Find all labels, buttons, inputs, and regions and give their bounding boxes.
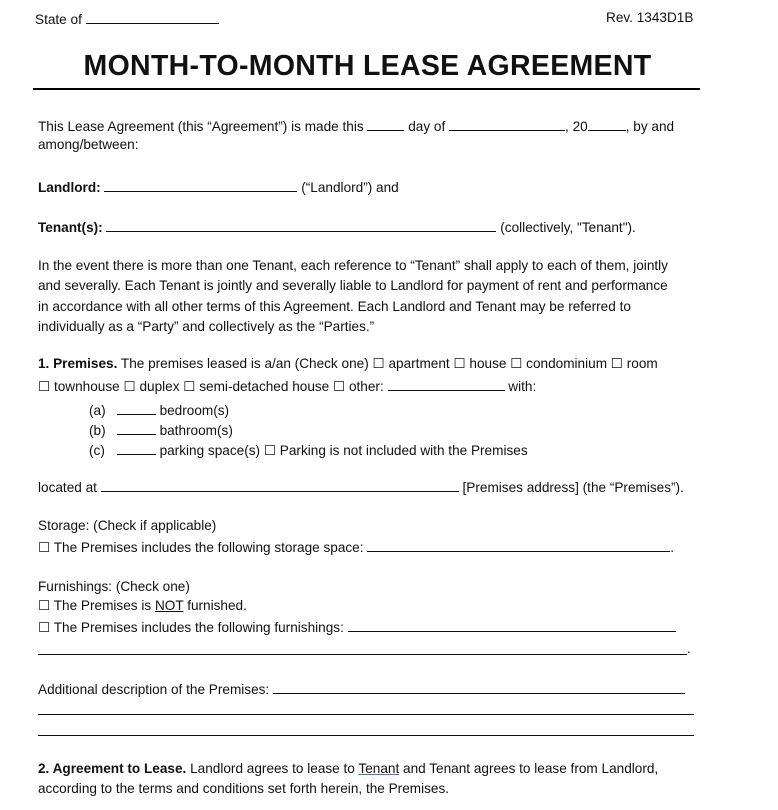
parking-blank[interactable] [117, 441, 156, 455]
additional-blank[interactable] [273, 680, 685, 694]
item-marker: (b) [89, 423, 106, 438]
storage-blank[interactable] [367, 538, 670, 552]
day-blank[interactable] [367, 117, 404, 131]
furnishings-option-1[interactable] [38, 598, 247, 614]
not-emphasis: NOT [154, 598, 184, 613]
additional-blank-line[interactable] [38, 735, 694, 736]
agreement-heading: 2. Agreement to Lease. [38, 761, 187, 776]
furnished-text: furnished. [187, 598, 247, 613]
intro-line-2: among/between: [38, 137, 139, 152]
item-text: bedroom(s) [159, 403, 230, 418]
premises-heading: 1. Premises. [38, 356, 118, 371]
address-suffix: [Premises address] (the “Premises”). [462, 480, 684, 495]
list-item [89, 441, 528, 459]
landlord-blank[interactable] [104, 178, 297, 192]
tenant-label: Tenant(s): [38, 220, 103, 235]
state-label: State of [35, 12, 82, 27]
premises-line-2 [38, 377, 536, 395]
additional-description [38, 680, 685, 697]
title-rule [33, 88, 700, 90]
address-field [38, 478, 684, 495]
intro-text-d: , by and [625, 119, 675, 134]
list-item [89, 401, 229, 418]
tenant-term: Tenant [358, 761, 400, 776]
not-furnished-checkbox[interactable]: ☐ The Premises is [38, 598, 152, 613]
item-text[interactable]: parking space(s) ☐ Parking is not included with the Premises [159, 443, 528, 458]
multi-tenant-line: In the event there is more than one Tenant, each reference to “Tenant” shall apply to each of them, jointly [38, 258, 668, 273]
state-field [35, 10, 219, 27]
revision-code: Rev. 1343D1B [606, 10, 694, 25]
intro-text-a: This Lease Agreement (this “Agreement”) is made this [38, 119, 364, 134]
multi-tenant-line: and severally. Each Tenant is jointly and severally liable to Landlord for payment of rent and performance [38, 278, 668, 293]
agreement-line-2: according to the terms and conditions set forth herein, the Premises. [38, 781, 450, 796]
storage-checkbox[interactable]: ☐ The Premises includes the following storage space: [38, 540, 364, 555]
other-type-blank[interactable] [388, 377, 505, 391]
state-blank[interactable] [86, 10, 219, 24]
address-blank[interactable] [101, 478, 459, 492]
item-marker: (a) [89, 403, 106, 418]
premises-line-1 [38, 356, 658, 372]
storage-period: . [670, 540, 675, 555]
landlord-suffix: (“Landlord”) and [301, 180, 399, 195]
agreement-text-b: and Tenant agrees to lease from Landlord, [403, 761, 659, 776]
landlord-field [38, 178, 399, 195]
storage-heading: Storage: (Check if applicable) [38, 518, 217, 533]
agreement-text-a: Landlord agrees to lease to [190, 761, 355, 776]
tenant-suffix: (collectively, "Tenant"). [500, 220, 636, 235]
item-marker: (c) [89, 443, 105, 458]
item-text: bathroom(s) [159, 423, 233, 438]
year-blank[interactable] [588, 117, 626, 131]
month-blank[interactable] [449, 117, 565, 131]
list-item [89, 421, 233, 438]
document-title: MONTH-TO-MONTH LEASE AGREEMENT [83, 50, 652, 82]
tenant-blank[interactable] [106, 218, 496, 232]
furnishings-option-2 [38, 618, 676, 636]
landlord-label: Landlord: [38, 180, 101, 195]
furnishings-blank-line[interactable] [38, 654, 687, 655]
bathrooms-blank[interactable] [117, 421, 156, 435]
storage-option [38, 538, 674, 556]
furnishings-blank[interactable] [348, 618, 676, 632]
located-at-label: located at [38, 480, 97, 495]
premises-type-options[interactable]: The premises leased is a/an (Check one) ☐ apartment ☐ house ☐ condominium ☐ room [120, 356, 658, 371]
additional-label: Additional description of the Premises: [38, 682, 270, 697]
intro-text-c: , 20 [565, 119, 588, 134]
intro-text-b: day of [408, 119, 446, 134]
furnishings-period: . [687, 641, 691, 656]
multi-tenant-line: individually as a “Party” and collectively as the “Parties.” [38, 319, 375, 334]
furnishings-heading: Furnishings: (Check one) [38, 579, 190, 594]
bedrooms-blank[interactable] [117, 401, 156, 415]
multi-tenant-line: in accordance with all other terms of this Agreement. Each Landlord and Tenant may be referred to [38, 299, 631, 314]
intro-line-1 [38, 117, 674, 134]
agreement-line-1 [38, 761, 658, 776]
premises-with-text: with: [508, 379, 537, 394]
tenant-field [38, 218, 636, 235]
premises-type-options-2[interactable]: ☐ townhouse ☐ duplex ☐ semi-detached house ☐ other: [38, 379, 384, 394]
additional-blank-line[interactable] [38, 714, 694, 715]
furnishings-checkbox[interactable]: ☐ The Premises includes the following furnishings: [38, 620, 344, 635]
